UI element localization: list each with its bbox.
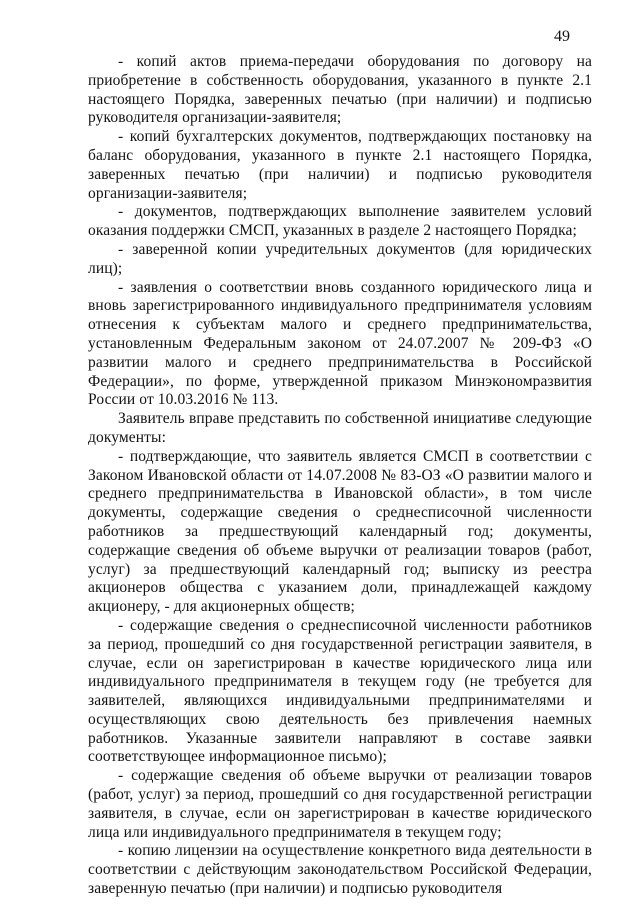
page-number: 49	[554, 28, 570, 45]
paragraph-support-conditions: - документов, подтверждающих выполнение заявителем условий оказания поддержки СМСП, указанных в разделе 2 настоящего Порядка;	[88, 203, 592, 240]
paragraph-sme-compliance-statement: - заявления о соответствии вновь созданного юридического лица и вновь зарегистрированного индивидуального предпринимателя условиям отнесения к субъектам малого и среднего предпринимательства, установленным Федеральным законом от 24.07.2007 № 209-ФЗ «О развитии малого и среднего предпринимательства в Российской Федерации», по форме, утвержденной приказом Минэкономразвития России от 10.03.2016 № 113.	[88, 278, 592, 409]
paragraph-accounting-documents: - копий бухгалтерских документов, подтверждающих постановку на баланс оборудования, указанного в пункте 2.1 настоящего Порядка, заверенных печатью (при наличии) и подписью руководителя организации-заявителя;	[88, 128, 592, 202]
paragraph-license-copy: - копию лицензии на осуществление конкретного вида деятельности в соответствии с действующим законодательством Российской Федерации, заверенную печатью (при наличии) и подписью руководителя	[88, 842, 592, 898]
paragraph-equipment-transfer-acts: - копий актов приема-передачи оборудования по договору на приобретение в собственность оборудования, указанного в пункте 2.1 настоящего Порядка, заверенных печатью (при наличии) и подписью руководителя организации-заявителя;	[88, 53, 592, 127]
document-body	[88, 53, 592, 899]
paragraph-revenue-info: - содержащие сведения об объеме выручки от реализации товаров (работ, услуг) за период, прошедший со дня государственной регистрации заявителя, в случае, если он зарегистрирован в качестве юридического лица или индивидуального предпринимателя в текущем году;	[88, 767, 592, 841]
paragraph-smsp-confirmation: - подтверждающие, что заявитель является СМСП в соответствии с Законом Ивановской области от 14.07.2008 № 83-ОЗ «О развитии малого и среднего предпринимательства в Ивановской области», в том числе документы, содержащие сведения о среднесписочной численности работников за предшествующий календарный год; документы, содержащие сведения об объеме выручки от реализации товаров (работ, услуг) за предшествующий календарный год; выписку из реестра акционеров общества с указанием доли, принадлежащей каждому акционеру, - для акционерных обществ;	[88, 447, 592, 616]
paragraph-voluntary-submission-intro: Заявитель вправе представить по собственной инициативе следующие документы:	[88, 410, 592, 446]
paragraph-headcount-info: - содержащие сведения о среднесписочной численности работников за период, прошедший со дня государственной регистрации заявителя, в случае, если он зарегистрирован в качестве юридического лица или индивидуального предпринимателя в текущем году (не требуется для заявителей, являющихся индивидуальными предпринимателями и осуществляющих свою деятельность без привлечения наемных работников. Указанные заявители направляют в составе заявки соответствующее информационное письмо);	[88, 616, 592, 766]
paragraph-founding-documents: - заверенной копии учредительных документов (для юридических лиц);	[88, 240, 592, 277]
